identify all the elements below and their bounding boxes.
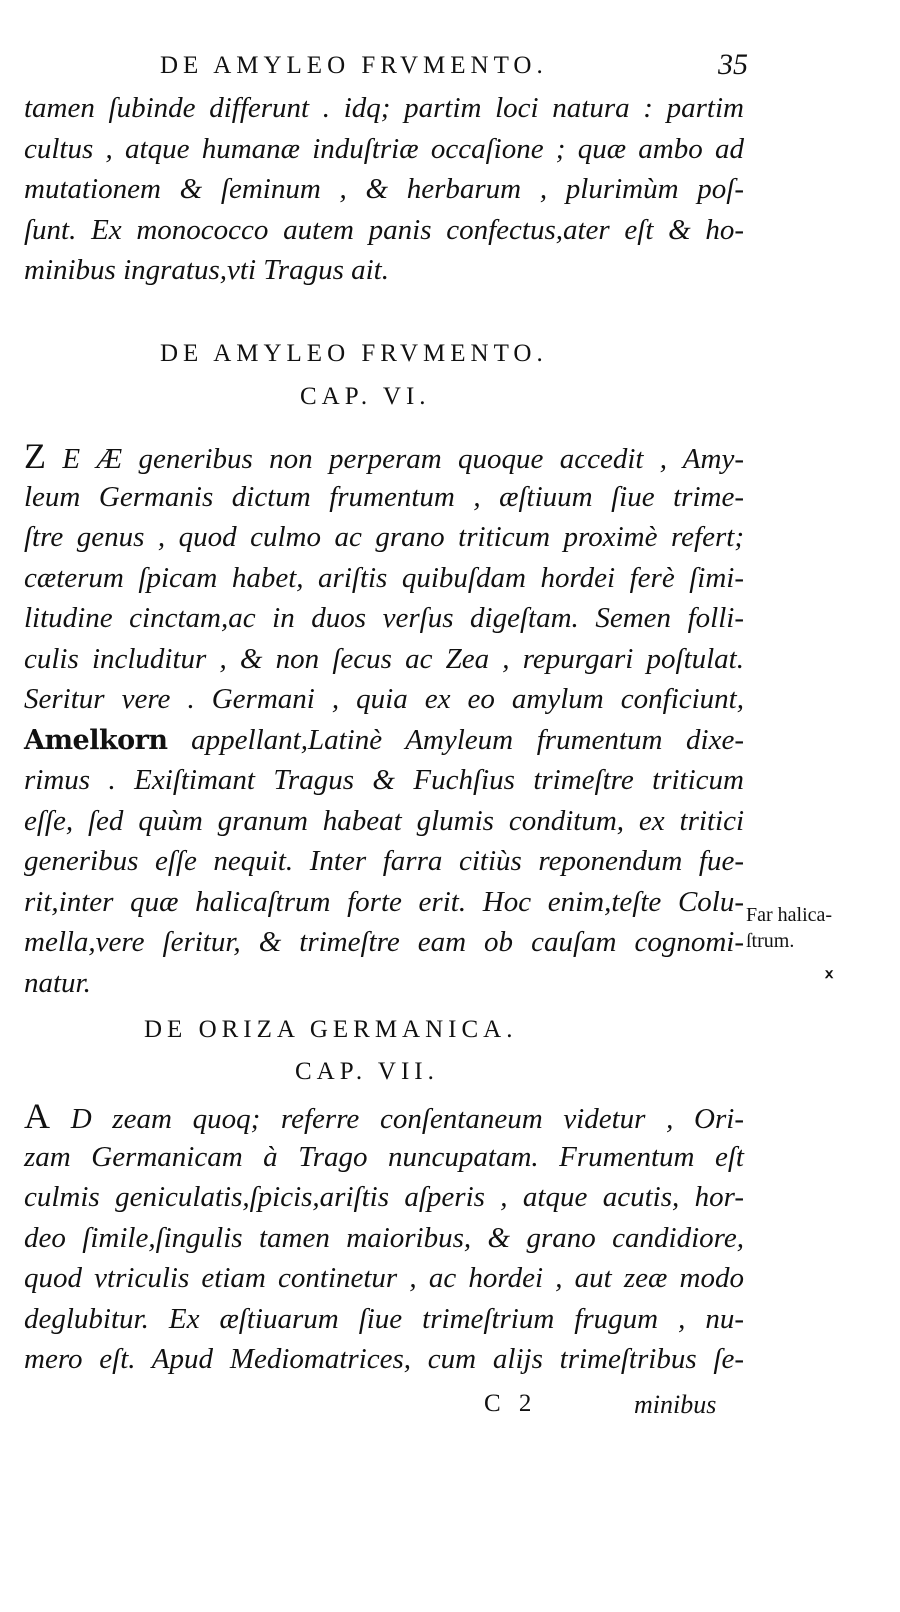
initial-letter: Z: [24, 436, 46, 476]
chapter-7-paragraph: [24, 1096, 744, 1380]
continuation-paragraph: [24, 88, 744, 291]
text-line: deglubitur. Ex æſtiuarum ſiue trimeſtrium frugum , nu-: [24, 1302, 744, 1335]
text-line: generibus eſſe nequit. Inter farra citiùs reponendum fue-: [24, 845, 744, 877]
marginal-note-line: ſtrum.: [746, 930, 795, 952]
marginal-note-line: Far halica-: [746, 904, 833, 926]
text-line: litudine cinctam,ac in duos verſus digeſtam. Semen folli-: [24, 602, 744, 634]
text-line: cultus , atque humanæ induſtriæ occaſione ; quæ ambo ad: [24, 132, 744, 165]
text-line: quod vtriculis etiam continetur , ac hordei , aut zeæ modo: [24, 1262, 744, 1294]
text-line: culis includitur , & non ſecus ac Zea , repurgari poſtulat.: [24, 642, 744, 675]
text-line: rit,inter quæ halicaſtrum forte erit. Hoc enim,teſte Colu-: [24, 885, 744, 918]
text-line: culmis geniculatis,ſpicis,ariſtis aſperis , atque acutis, hor-: [24, 1181, 744, 1213]
chapter-7-number: CAP. VII.: [295, 1058, 439, 1085]
text-line: natur.: [24, 966, 91, 999]
text-line: minibus ingratus,vti Tragus ait.: [24, 254, 389, 286]
signature-mark: C 2: [484, 1390, 538, 1417]
initial-letter: A: [24, 1096, 50, 1136]
margin-mark: ⅹ: [825, 967, 834, 982]
first-line-text: D zeam quoq; referre conſentaneum videtur , Ori-: [70, 1103, 745, 1135]
text-line: mero eſt. Apud Mediomatrices, cum alijs trimeſtribus ſe-: [24, 1343, 744, 1375]
text-line: Seritur vere . Germani , quia ex eo amylum conficiunt,: [24, 683, 744, 715]
text-line: zam Germanicam à Trago nuncupatam. Frumentum eſt: [24, 1140, 744, 1173]
text-line: eſſe, ſed quùm granum habeat glumis conditum, ex tritici: [24, 804, 744, 837]
text-line: leum Germanis dictum frumentum , æſtiuum ſiue trime-: [24, 480, 744, 513]
chapter-7-title: DE ORIZA GERMANICA.: [144, 1016, 518, 1043]
text-line: [24, 720, 744, 761]
chapter-6-title: DE AMYLEO FRVMENTO.: [160, 340, 548, 367]
text-line: tamen ſubinde differunt . idq; partim loci natura : partim: [24, 92, 744, 124]
line-text: appellant,Latinè Amyleum frumentum dixe-: [167, 723, 744, 756]
text-line: deo ſimile,ſingulis tamen maioribus, & grano candidiore,: [24, 1221, 744, 1254]
text-line: [24, 1096, 744, 1137]
chapter-6-number: CAP. VI.: [300, 383, 431, 410]
text-line: rimus . Exiſtimant Tragus & Fuchſius trimeſtre triticum: [24, 764, 744, 796]
marginal-note: [746, 902, 832, 954]
text-line: mella,vere ſeritur, & trimeſtre eam ob cauſam cognomi-: [24, 926, 744, 958]
text-line: mutationem & ſeminum , & herbarum , plurimùm poſ-: [24, 173, 744, 205]
text-line: ſunt. Ex monococco autem panis confectus,ater eſt & ho-: [24, 213, 744, 246]
running-head: DE AMYLEO FRVMENTO.: [160, 52, 548, 79]
page-number: 35: [718, 48, 748, 81]
chapter-6-paragraph: [24, 436, 744, 1003]
first-line-text: E Æ generibus non perperam quoque accedit , Amy-: [62, 443, 744, 475]
text-line: [24, 436, 744, 477]
blackletter-word: Amelkorn: [24, 724, 168, 756]
text-line: cæterum ſpicam habet, ariſtis quibuſdam hordei ferè ſimi-: [24, 561, 744, 594]
text-line: ſtre genus , quod culmo ac grano triticum proximè refert;: [24, 521, 744, 553]
catchword: minibus: [634, 1390, 717, 1419]
